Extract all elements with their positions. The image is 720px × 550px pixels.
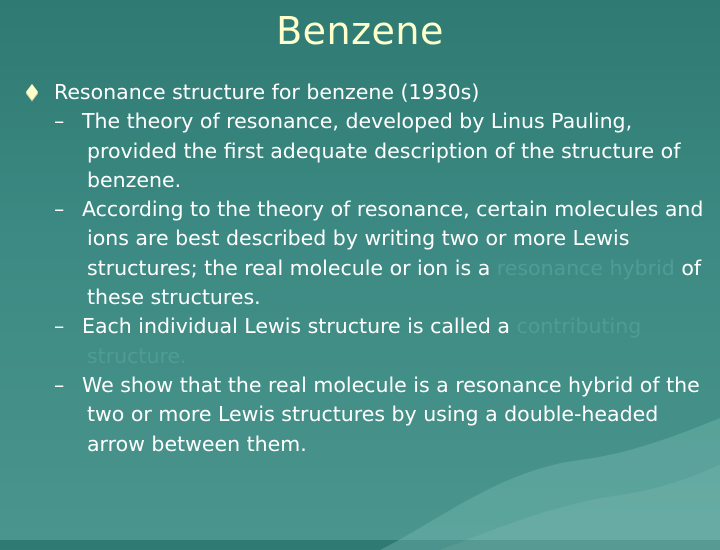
diamond-bullet-icon: [26, 84, 38, 100]
main-bullet-text: Resonance structure for benzene (1930s): [54, 80, 480, 104]
slide-title: Benzene: [276, 9, 444, 53]
main-bullet: [24, 78, 704, 107]
highlighted-term: contributing structure.: [87, 314, 642, 368]
dash-marker: –: [54, 372, 65, 397]
dash-marker: –: [54, 314, 65, 339]
sub-point-1: [54, 107, 704, 195]
dash-marker: –: [54, 197, 65, 222]
sub-point-text-before: According to the theory of resonance, certain molecules and ions are best described by writing two or more Lewis structures; the real molecule or ion is a: [82, 197, 704, 280]
highlighted-term: resonance hybrid: [496, 255, 675, 280]
sub-point-4: [54, 371, 704, 459]
sub-point-text-before: Each individual Lewis structure is called a: [82, 314, 517, 339]
slide-content: [24, 78, 704, 459]
sub-point-3: [54, 312, 704, 371]
sub-point-text: The theory of resonance, developed by Linus Pauling, provided the first adequate description of the structure of benzene.: [82, 109, 681, 192]
sub-point-text: We show that the real molecule is a resonance hybrid of the two or more Lewis structures by using a double-headed arrow between them.: [82, 372, 700, 456]
sub-point-text-after: of these structures.: [87, 255, 702, 310]
sub-point-2: [54, 195, 704, 312]
dash-marker: –: [54, 109, 65, 134]
